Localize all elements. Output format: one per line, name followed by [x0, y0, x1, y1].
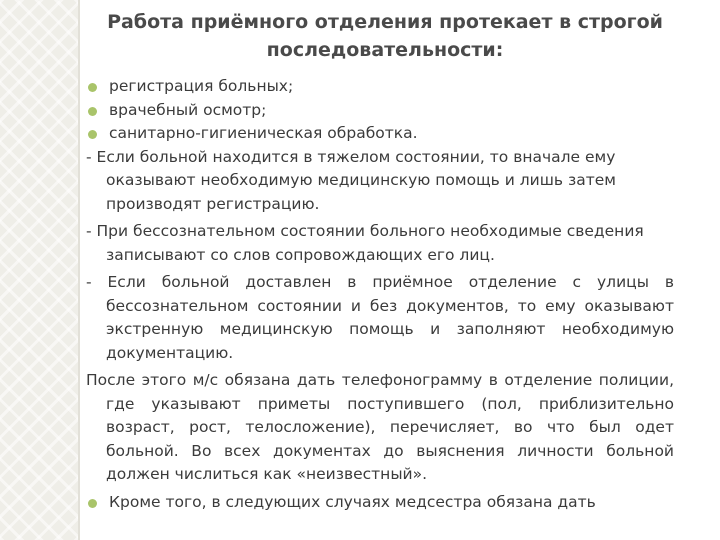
bullet-item	[86, 122, 674, 146]
bullet-dot-icon	[88, 499, 97, 508]
paragraph-police-notification: После этого м/с обязана дать телефонограмму в отделение полиции, где указывают приметы поступившего (пол, приблизительно возраст, рост, телосложение), перечисляет, во что был одет больной. Во всех документах до выяснения личности больной должен числиться как «неизвестный».	[86, 371, 674, 483]
bullet-dot-icon	[88, 130, 97, 139]
bullet-item	[86, 75, 674, 99]
title-line-1: Работа приёмного отделения протекает в строгой	[107, 11, 663, 33]
paragraph-severe-condition: - Если больной находится в тяжелом состоянии, то вначале ему оказывают необходимую медицинскую помощь и лишь затем производят регистрацию.	[86, 147, 616, 213]
bullet-dot-icon	[88, 83, 97, 92]
bullet-text: врачебный осмотр;	[109, 100, 267, 119]
bullet-text: регистрация больных;	[109, 77, 294, 95]
bullet-item	[86, 491, 674, 515]
bullet-text: Кроме того, в следующих случаях медсестра обязана дать	[109, 492, 596, 511]
slide-body	[86, 75, 674, 514]
bullet-item	[86, 99, 674, 123]
bullet-dot-icon	[88, 107, 97, 116]
paragraph-unconscious: - При бессознательном состоянии больного необходимые сведения записывают со слов сопровождающих его лиц.	[86, 222, 644, 264]
bullet-text: санитарно-гигиеническая обработка.	[109, 124, 418, 142]
slide-title	[80, 8, 690, 64]
texture-divider	[78, 0, 80, 540]
decorative-side-texture	[0, 0, 78, 540]
title-line-2: последовательности:	[266, 39, 504, 61]
paragraph-street-admission: - Если больной доставлен в приёмное отделение с улицы в бессознательном состоянии и без документов, то ему оказывают экстренную медицинскую помощь и заполняют необходимую документацию.	[86, 273, 674, 362]
